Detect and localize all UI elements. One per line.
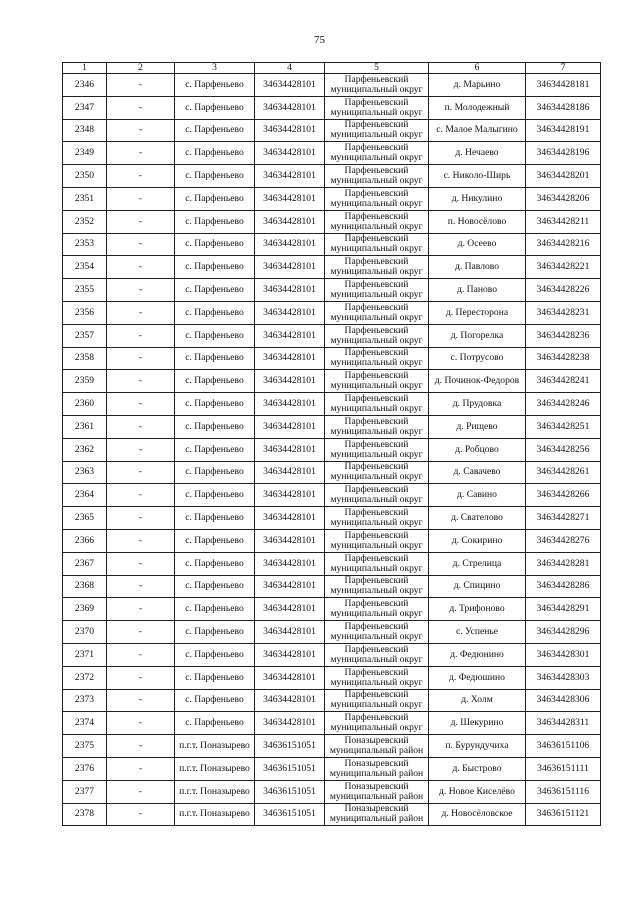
oktmo-code-cell: 34634428101	[255, 438, 325, 461]
row-number-cell: 2351	[63, 187, 107, 210]
table-row	[63, 74, 601, 97]
oktmo-code-cell: 34634428101	[255, 461, 325, 484]
oktmo-code-cell: 34636151051	[255, 803, 325, 826]
locality-code-cell: 34634428211	[526, 210, 601, 233]
column-2-cell: -	[107, 393, 175, 416]
locality-code-cell: 34636151106	[526, 735, 601, 758]
row-number-cell: 2378	[63, 803, 107, 826]
settlement-cell: с. Парфеньево	[175, 598, 255, 621]
column-2-cell: -	[107, 256, 175, 279]
locality-code-cell: 34634428206	[526, 187, 601, 210]
locality-cell: д. Паново	[429, 279, 526, 302]
table-row	[63, 142, 601, 165]
row-number-cell: 2368	[63, 575, 107, 598]
settlement-cell: с. Парфеньево	[175, 712, 255, 735]
municipality-cell: Парфеньевский муниципальный округ	[325, 461, 429, 484]
settlement-cell: с. Парфеньево	[175, 370, 255, 393]
oktmo-code-cell: 34634428101	[255, 301, 325, 324]
locality-cell: с. Потрусово	[429, 347, 526, 370]
locality-cell: д. Павлово	[429, 256, 526, 279]
column-2-cell: -	[107, 803, 175, 826]
table-row	[63, 279, 601, 302]
row-number-cell: 2354	[63, 256, 107, 279]
municipality-cell: Парфеньевский муниципальный округ	[325, 347, 429, 370]
column-2-cell: -	[107, 780, 175, 803]
locality-code-cell: 34634428311	[526, 712, 601, 735]
oktmo-code-cell: 34634428101	[255, 484, 325, 507]
locality-code-cell: 34634428246	[526, 393, 601, 416]
settlement-cell: с. Парфеньево	[175, 507, 255, 530]
locality-cell: д. Трифоново	[429, 598, 526, 621]
settlement-cell: с. Парфеньево	[175, 643, 255, 666]
table-row	[63, 621, 601, 644]
settlement-cell: с. Парфеньево	[175, 461, 255, 484]
settlement-cell: с. Парфеньево	[175, 119, 255, 142]
municipality-cell: Парфеньевский муниципальный округ	[325, 643, 429, 666]
locality-cell: д. Марьино	[429, 74, 526, 97]
oktmo-code-cell: 34636151051	[255, 735, 325, 758]
locality-cell: с. Малое Малыгино	[429, 119, 526, 142]
municipality-cell: Поназыревский муниципальный район	[325, 735, 429, 758]
municipality-cell: Парфеньевский муниципальный округ	[325, 119, 429, 142]
oktmo-code-cell: 34634428101	[255, 415, 325, 438]
table-row	[63, 393, 601, 416]
column-header: 1	[63, 63, 107, 74]
locality-cell: с. Успенье	[429, 621, 526, 644]
locality-cell: д. Сокирино	[429, 529, 526, 552]
column-header: 7	[526, 63, 601, 74]
table-row	[63, 757, 601, 780]
municipality-cell: Парфеньевский муниципальный округ	[325, 552, 429, 575]
column-2-cell: -	[107, 438, 175, 461]
table-row	[63, 552, 601, 575]
locality-cell: д. Новое Киселёво	[429, 780, 526, 803]
settlement-cell: с. Парфеньево	[175, 210, 255, 233]
locality-code-cell: 34634428296	[526, 621, 601, 644]
row-number-cell: 2365	[63, 507, 107, 530]
table-row	[63, 598, 601, 621]
locality-code-cell: 34634428216	[526, 233, 601, 256]
locality-code-cell: 34636151116	[526, 780, 601, 803]
settlement-cell: с. Парфеньево	[175, 666, 255, 689]
oktmo-code-cell: 34634428101	[255, 256, 325, 279]
row-number-cell: 2349	[63, 142, 107, 165]
settlement-cell: с. Парфеньево	[175, 415, 255, 438]
locality-code-cell: 34634428221	[526, 256, 601, 279]
municipality-cell: Парфеньевский муниципальный округ	[325, 324, 429, 347]
column-header: 3	[175, 63, 255, 74]
oktmo-code-cell: 34634428101	[255, 575, 325, 598]
column-2-cell: -	[107, 552, 175, 575]
locality-code-cell: 34634428231	[526, 301, 601, 324]
page-number: 75	[314, 34, 325, 46]
locality-code-cell: 34634428271	[526, 507, 601, 530]
row-number-cell: 2373	[63, 689, 107, 712]
locality-cell: д. Починок-Федоров	[429, 370, 526, 393]
oktmo-code-cell: 34634428101	[255, 119, 325, 142]
column-2-cell: -	[107, 529, 175, 552]
locality-cell: д. Шекурино	[429, 712, 526, 735]
settlement-cell: с. Парфеньево	[175, 187, 255, 210]
column-2-cell: -	[107, 461, 175, 484]
row-number-cell: 2375	[63, 735, 107, 758]
locality-cell: д. Савачево	[429, 461, 526, 484]
locality-cell: д. Пересторона	[429, 301, 526, 324]
row-number-cell: 2376	[63, 757, 107, 780]
row-number-cell: 2352	[63, 210, 107, 233]
municipality-cell: Парфеньевский муниципальный округ	[325, 96, 429, 119]
oktmo-code-cell: 34636151051	[255, 757, 325, 780]
row-number-cell: 2363	[63, 461, 107, 484]
oktmo-code-cell: 34634428101	[255, 370, 325, 393]
locality-code-cell: 34636151111	[526, 757, 601, 780]
municipality-cell: Поназыревский муниципальный район	[325, 780, 429, 803]
oktmo-code-cell: 34634428101	[255, 187, 325, 210]
column-2-cell: -	[107, 689, 175, 712]
row-number-cell: 2371	[63, 643, 107, 666]
municipality-cell: Парфеньевский муниципальный округ	[325, 529, 429, 552]
municipality-cell: Парфеньевский муниципальный округ	[325, 712, 429, 735]
locality-code-cell: 34634428261	[526, 461, 601, 484]
settlement-cell: с. Парфеньево	[175, 324, 255, 347]
column-2-cell: -	[107, 712, 175, 735]
settlement-cell: с. Парфеньево	[175, 279, 255, 302]
municipality-cell: Парфеньевский муниципальный округ	[325, 507, 429, 530]
table-body	[63, 74, 601, 826]
municipality-cell: Парфеньевский муниципальный округ	[325, 279, 429, 302]
column-2-cell: -	[107, 347, 175, 370]
locality-cell: д. Спицино	[429, 575, 526, 598]
column-2-cell: -	[107, 119, 175, 142]
row-number-cell: 2362	[63, 438, 107, 461]
settlement-cell: с. Парфеньево	[175, 96, 255, 119]
table-row	[63, 210, 601, 233]
oktmo-code-cell: 34634428101	[255, 165, 325, 188]
municipality-cell: Парфеньевский муниципальный округ	[325, 256, 429, 279]
row-number-cell: 2366	[63, 529, 107, 552]
settlement-cell: с. Парфеньево	[175, 256, 255, 279]
locality-code-cell: 34634428191	[526, 119, 601, 142]
row-number-cell: 2347	[63, 96, 107, 119]
settlement-cell: с. Парфеньево	[175, 142, 255, 165]
oktmo-code-cell: 34634428101	[255, 529, 325, 552]
table-row	[63, 689, 601, 712]
settlement-cell: п.г.т. Поназырево	[175, 803, 255, 826]
table-row	[63, 712, 601, 735]
municipality-cell: Парфеньевский муниципальный округ	[325, 301, 429, 324]
locality-code-cell: 34634428286	[526, 575, 601, 598]
locality-cell: д. Погорелка	[429, 324, 526, 347]
oktmo-code-cell: 34634428101	[255, 74, 325, 97]
settlement-cell: с. Парфеньево	[175, 301, 255, 324]
municipality-cell: Парфеньевский муниципальный округ	[325, 187, 429, 210]
row-number-cell: 2346	[63, 74, 107, 97]
locality-cell: д. Новосёловское	[429, 803, 526, 826]
table-row	[63, 256, 601, 279]
municipality-cell: Парфеньевский муниципальный округ	[325, 74, 429, 97]
municipality-cell: Парфеньевский муниципальный округ	[325, 438, 429, 461]
locality-cell: д. Савино	[429, 484, 526, 507]
municipality-cell: Парфеньевский муниципальный округ	[325, 666, 429, 689]
locality-cell: д. Свателово	[429, 507, 526, 530]
row-number-cell: 2364	[63, 484, 107, 507]
column-2-cell: -	[107, 142, 175, 165]
table-row	[63, 780, 601, 803]
column-2-cell: -	[107, 507, 175, 530]
table-row	[63, 643, 601, 666]
municipality-cell: Поназыревский муниципальный район	[325, 803, 429, 826]
column-2-cell: -	[107, 735, 175, 758]
settlement-cell: п.г.т. Поназырево	[175, 780, 255, 803]
table-row	[63, 461, 601, 484]
locality-cell: д. Быстрово	[429, 757, 526, 780]
municipality-cell: Поназыревский муниципальный район	[325, 757, 429, 780]
locality-code-cell: 34634428226	[526, 279, 601, 302]
locality-code-cell: 34636151121	[526, 803, 601, 826]
settlement-cell: с. Парфеньево	[175, 529, 255, 552]
locality-code-cell: 34634428236	[526, 324, 601, 347]
settlement-cell: с. Парфеньево	[175, 552, 255, 575]
locality-code-cell: 34634428266	[526, 484, 601, 507]
row-number-cell: 2360	[63, 393, 107, 416]
locality-code-cell: 34634428251	[526, 415, 601, 438]
column-2-cell: -	[107, 666, 175, 689]
locality-cell: д. Стрелица	[429, 552, 526, 575]
table-row	[63, 301, 601, 324]
table-row	[63, 735, 601, 758]
locality-cell: д. Рищево	[429, 415, 526, 438]
oktmo-code-cell: 34634428101	[255, 324, 325, 347]
oktmo-code-cell: 34634428101	[255, 552, 325, 575]
table-row	[63, 324, 601, 347]
table-row	[63, 529, 601, 552]
settlement-cell: с. Парфеньево	[175, 575, 255, 598]
table-row	[63, 575, 601, 598]
table-row	[63, 187, 601, 210]
column-header: 2	[107, 63, 175, 74]
column-header: 6	[429, 63, 526, 74]
row-number-cell: 2377	[63, 780, 107, 803]
column-2-cell: -	[107, 575, 175, 598]
row-number-cell: 2359	[63, 370, 107, 393]
locality-cell: д. Осеево	[429, 233, 526, 256]
oktmo-code-cell: 34634428101	[255, 689, 325, 712]
settlement-cell: с. Парфеньево	[175, 484, 255, 507]
table-row	[63, 666, 601, 689]
settlement-cell: с. Парфеньево	[175, 165, 255, 188]
column-header: 4	[255, 63, 325, 74]
table-row	[63, 507, 601, 530]
row-number-cell: 2367	[63, 552, 107, 575]
locality-code-cell: 34634428201	[526, 165, 601, 188]
locality-code-cell: 34634428276	[526, 529, 601, 552]
oktmo-code-cell: 34634428101	[255, 598, 325, 621]
row-number-cell: 2374	[63, 712, 107, 735]
settlement-cell: с. Парфеньево	[175, 393, 255, 416]
locality-cell: д. Прудовка	[429, 393, 526, 416]
row-number-cell: 2372	[63, 666, 107, 689]
column-2-cell: -	[107, 415, 175, 438]
locality-cell: д. Нечаево	[429, 142, 526, 165]
oktmo-code-cell: 34634428101	[255, 233, 325, 256]
locality-cell: д. Федюнино	[429, 643, 526, 666]
municipality-cell: Парфеньевский муниципальный округ	[325, 210, 429, 233]
table-row	[63, 347, 601, 370]
settlement-registry-table	[62, 62, 601, 826]
row-number-cell: 2356	[63, 301, 107, 324]
column-2-cell: -	[107, 301, 175, 324]
settlement-cell: с. Парфеньево	[175, 621, 255, 644]
settlement-cell: п.г.т. Поназырево	[175, 735, 255, 758]
column-header: 5	[325, 63, 429, 74]
locality-cell: д. Никулино	[429, 187, 526, 210]
table-row	[63, 484, 601, 507]
row-number-cell: 2355	[63, 279, 107, 302]
locality-code-cell: 34634428303	[526, 666, 601, 689]
municipality-cell: Парфеньевский муниципальный округ	[325, 689, 429, 712]
column-2-cell: -	[107, 324, 175, 347]
row-number-cell: 2350	[63, 165, 107, 188]
oktmo-code-cell: 34634428101	[255, 347, 325, 370]
oktmo-code-cell: 34634428101	[255, 393, 325, 416]
column-2-cell: -	[107, 598, 175, 621]
table-row	[63, 415, 601, 438]
row-number-cell: 2353	[63, 233, 107, 256]
column-2-cell: -	[107, 187, 175, 210]
row-number-cell: 2358	[63, 347, 107, 370]
locality-code-cell: 34634428238	[526, 347, 601, 370]
locality-cell: п. Бурундучиха	[429, 735, 526, 758]
row-number-cell: 2361	[63, 415, 107, 438]
locality-cell: п. Молодежный	[429, 96, 526, 119]
column-2-cell: -	[107, 370, 175, 393]
locality-cell: с. Николо-Ширь	[429, 165, 526, 188]
locality-code-cell: 34634428281	[526, 552, 601, 575]
oktmo-code-cell: 34634428101	[255, 507, 325, 530]
locality-cell: д. Робцово	[429, 438, 526, 461]
municipality-cell: Парфеньевский муниципальный округ	[325, 233, 429, 256]
oktmo-code-cell: 34634428101	[255, 643, 325, 666]
oktmo-code-cell: 34634428101	[255, 142, 325, 165]
settlement-cell: с. Парфеньево	[175, 74, 255, 97]
column-2-cell: -	[107, 757, 175, 780]
table-row	[63, 165, 601, 188]
municipality-cell: Парфеньевский муниципальный округ	[325, 142, 429, 165]
oktmo-code-cell: 34634428101	[255, 210, 325, 233]
column-2-cell: -	[107, 279, 175, 302]
locality-code-cell: 34634428301	[526, 643, 601, 666]
table-row	[63, 438, 601, 461]
column-2-cell: -	[107, 210, 175, 233]
settlement-cell: п.г.т. Поназырево	[175, 757, 255, 780]
settlement-cell: с. Парфеньево	[175, 689, 255, 712]
settlement-cell: с. Парфеньево	[175, 233, 255, 256]
table-row	[63, 803, 601, 826]
table-row	[63, 370, 601, 393]
column-2-cell: -	[107, 233, 175, 256]
municipality-cell: Парфеньевский муниципальный округ	[325, 165, 429, 188]
municipality-cell: Парфеньевский муниципальный округ	[325, 393, 429, 416]
oktmo-code-cell: 34636151051	[255, 780, 325, 803]
row-number-cell: 2357	[63, 324, 107, 347]
municipality-cell: Парфеньевский муниципальный округ	[325, 484, 429, 507]
row-number-cell: 2370	[63, 621, 107, 644]
column-2-cell: -	[107, 74, 175, 97]
table-row	[63, 233, 601, 256]
table-row	[63, 96, 601, 119]
locality-code-cell: 34634428241	[526, 370, 601, 393]
locality-code-cell: 34634428256	[526, 438, 601, 461]
locality-code-cell: 34634428306	[526, 689, 601, 712]
settlement-cell: с. Парфеньево	[175, 347, 255, 370]
municipality-cell: Парфеньевский муниципальный округ	[325, 598, 429, 621]
table-header-row	[63, 63, 601, 74]
municipality-cell: Парфеньевский муниципальный округ	[325, 575, 429, 598]
locality-cell: д. Федюшино	[429, 666, 526, 689]
locality-code-cell: 34634428291	[526, 598, 601, 621]
locality-code-cell: 34634428186	[526, 96, 601, 119]
settlement-cell: с. Парфеньево	[175, 438, 255, 461]
row-number-cell: 2348	[63, 119, 107, 142]
row-number-cell: 2369	[63, 598, 107, 621]
column-2-cell: -	[107, 621, 175, 644]
oktmo-code-cell: 34634428101	[255, 666, 325, 689]
oktmo-code-cell: 34634428101	[255, 279, 325, 302]
oktmo-code-cell: 34634428101	[255, 96, 325, 119]
municipality-cell: Парфеньевский муниципальный округ	[325, 415, 429, 438]
column-2-cell: -	[107, 643, 175, 666]
locality-cell: д. Холм	[429, 689, 526, 712]
oktmo-code-cell: 34634428101	[255, 712, 325, 735]
table-row	[63, 119, 601, 142]
locality-cell: п. Новосёлово	[429, 210, 526, 233]
column-2-cell: -	[107, 484, 175, 507]
column-2-cell: -	[107, 96, 175, 119]
locality-code-cell: 34634428181	[526, 74, 601, 97]
column-2-cell: -	[107, 165, 175, 188]
municipality-cell: Парфеньевский муниципальный округ	[325, 621, 429, 644]
locality-code-cell: 34634428196	[526, 142, 601, 165]
municipality-cell: Парфеньевский муниципальный округ	[325, 370, 429, 393]
oktmo-code-cell: 34634428101	[255, 621, 325, 644]
